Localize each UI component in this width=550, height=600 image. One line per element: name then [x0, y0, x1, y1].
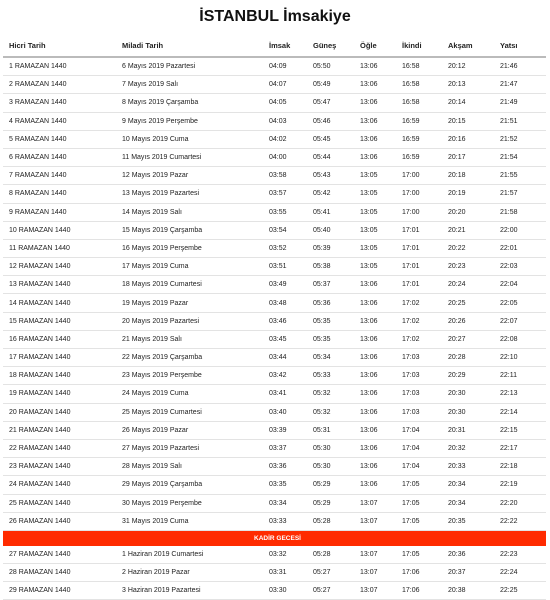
cell-imsak: 04:07: [263, 76, 307, 94]
cell-yatsi: 22:03: [494, 258, 546, 276]
cell-gunes: 05:35: [307, 312, 354, 330]
cell-miladi-tarih: 26 Mayıs 2019 Pazar: [116, 421, 263, 439]
table-row: [3, 94, 546, 112]
cell-miladi-tarih: 24 Mayıs 2019 Cuma: [116, 385, 263, 403]
table-row: [3, 546, 546, 564]
cell-ikindi: 17:01: [396, 239, 442, 257]
cell-aksam: 20:37: [442, 564, 494, 582]
cell-aksam: 20:34: [442, 476, 494, 494]
cell-miladi-tarih: 19 Mayıs 2019 Pazar: [116, 294, 263, 312]
cell-imsak: 03:55: [263, 203, 307, 221]
cell-hicri-tarih: 4 RAMAZAN 1440: [3, 112, 116, 130]
cell-imsak: 03:40: [263, 403, 307, 421]
cell-aksam: 20:33: [442, 458, 494, 476]
cell-ogle: 13:06: [354, 294, 396, 312]
cell-ogle: 13:06: [354, 312, 396, 330]
cell-ogle: 13:06: [354, 330, 396, 348]
cell-ikindi: 17:02: [396, 294, 442, 312]
cell-yatsi: 22:20: [494, 494, 546, 512]
cell-gunes: 05:38: [307, 258, 354, 276]
cell-yatsi: 22:23: [494, 546, 546, 564]
cell-aksam: 20:38: [442, 582, 494, 600]
cell-imsak: 03:33: [263, 512, 307, 530]
cell-gunes: 05:29: [307, 494, 354, 512]
page-title: İSTANBUL İmsakiye: [199, 8, 351, 25]
cell-hicri-tarih: 22 RAMAZAN 1440: [3, 439, 116, 457]
cell-ogle: 13:06: [354, 349, 396, 367]
cell-hicri-tarih: 12 RAMAZAN 1440: [3, 258, 116, 276]
cell-yatsi: 22:13: [494, 385, 546, 403]
cell-miladi-tarih: 14 Mayıs 2019 Salı: [116, 203, 263, 221]
cell-gunes: 05:44: [307, 148, 354, 166]
cell-hicri-tarih: 19 RAMAZAN 1440: [3, 385, 116, 403]
table-row: [3, 476, 546, 494]
table-row: [3, 512, 546, 530]
cell-miladi-tarih: 18 Mayıs 2019 Cumartesi: [116, 276, 263, 294]
cell-hicri-tarih: 6 RAMAZAN 1440: [3, 148, 116, 166]
cell-imsak: 03:48: [263, 294, 307, 312]
cell-gunes: 05:45: [307, 130, 354, 148]
cell-aksam: 20:20: [442, 203, 494, 221]
cell-yatsi: 22:04: [494, 276, 546, 294]
cell-gunes: 05:35: [307, 330, 354, 348]
cell-ikindi: 16:58: [396, 57, 442, 76]
cell-yatsi: 22:24: [494, 564, 546, 582]
cell-ogle: 13:06: [354, 276, 396, 294]
cell-imsak: 03:44: [263, 349, 307, 367]
cell-hicri-tarih: 25 RAMAZAN 1440: [3, 494, 116, 512]
table-row: [3, 385, 546, 403]
cell-gunes: 05:37: [307, 276, 354, 294]
cell-hicri-tarih: 1 RAMAZAN 1440: [3, 57, 116, 76]
cell-ikindi: 17:04: [396, 439, 442, 457]
cell-hicri-tarih: 29 RAMAZAN 1440: [3, 582, 116, 600]
cell-yatsi: 22:25: [494, 582, 546, 600]
cell-imsak: 03:36: [263, 458, 307, 476]
cell-imsak: 03:30: [263, 582, 307, 600]
cell-miladi-tarih: 27 Mayıs 2019 Pazartesi: [116, 439, 263, 457]
header-gunes: Güneş: [307, 34, 354, 57]
cell-gunes: 05:32: [307, 385, 354, 403]
cell-ogle: 13:05: [354, 185, 396, 203]
table-row: [3, 112, 546, 130]
table-row: [3, 185, 546, 203]
cell-hicri-tarih: 5 RAMAZAN 1440: [3, 130, 116, 148]
cell-hicri-tarih: 8 RAMAZAN 1440: [3, 185, 116, 203]
cell-ogle: 13:05: [354, 239, 396, 257]
cell-gunes: 05:29: [307, 476, 354, 494]
cell-yatsi: 22:18: [494, 458, 546, 476]
cell-hicri-tarih: 18 RAMAZAN 1440: [3, 367, 116, 385]
table-row: [3, 276, 546, 294]
cell-imsak: 03:31: [263, 564, 307, 582]
table-row: [3, 330, 546, 348]
cell-miladi-tarih: 31 Mayıs 2019 Cuma: [116, 512, 263, 530]
kadir-gecesi-label: KADİR GECESİ: [3, 530, 546, 546]
cell-hicri-tarih: 26 RAMAZAN 1440: [3, 512, 116, 530]
cell-miladi-tarih: 9 Mayıs 2019 Perşembe: [116, 112, 263, 130]
cell-gunes: 05:49: [307, 76, 354, 94]
kadir-gecesi-row: [3, 530, 546, 546]
cell-ogle: 13:06: [354, 421, 396, 439]
cell-aksam: 20:28: [442, 349, 494, 367]
table-row: [3, 294, 546, 312]
cell-yatsi: 22:11: [494, 367, 546, 385]
cell-ogle: 13:05: [354, 221, 396, 239]
cell-ogle: 13:06: [354, 130, 396, 148]
cell-ogle: 13:07: [354, 582, 396, 600]
cell-hicri-tarih: 3 RAMAZAN 1440: [3, 94, 116, 112]
cell-gunes: 05:27: [307, 564, 354, 582]
cell-hicri-tarih: 17 RAMAZAN 1440: [3, 349, 116, 367]
cell-hicri-tarih: 9 RAMAZAN 1440: [3, 203, 116, 221]
cell-imsak: 03:57: [263, 185, 307, 203]
cell-miladi-tarih: 7 Mayıs 2019 Salı: [116, 76, 263, 94]
cell-miladi-tarih: 22 Mayıs 2019 Çarşamba: [116, 349, 263, 367]
cell-aksam: 20:35: [442, 512, 494, 530]
table-row: [3, 582, 546, 600]
cell-ikindi: 17:03: [396, 367, 442, 385]
cell-imsak: 03:49: [263, 276, 307, 294]
cell-yatsi: 21:52: [494, 130, 546, 148]
cell-yatsi: 21:49: [494, 94, 546, 112]
cell-aksam: 20:23: [442, 258, 494, 276]
cell-ikindi: 17:06: [396, 564, 442, 582]
cell-ogle: 13:06: [354, 94, 396, 112]
cell-gunes: 05:39: [307, 239, 354, 257]
cell-imsak: 04:09: [263, 57, 307, 76]
cell-aksam: 20:14: [442, 94, 494, 112]
cell-hicri-tarih: 23 RAMAZAN 1440: [3, 458, 116, 476]
cell-hicri-tarih: 20 RAMAZAN 1440: [3, 403, 116, 421]
cell-gunes: 05:30: [307, 439, 354, 457]
cell-ikindi: 17:05: [396, 512, 442, 530]
cell-ogle: 13:06: [354, 57, 396, 76]
table-row: [3, 130, 546, 148]
cell-imsak: 03:42: [263, 367, 307, 385]
cell-ogle: 13:05: [354, 167, 396, 185]
cell-imsak: 03:46: [263, 312, 307, 330]
cell-yatsi: 22:00: [494, 221, 546, 239]
cell-gunes: 05:32: [307, 403, 354, 421]
cell-miladi-tarih: 2 Haziran 2019 Pazar: [116, 564, 263, 582]
cell-miladi-tarih: 8 Mayıs 2019 Çarşamba: [116, 94, 263, 112]
table-row: [3, 421, 546, 439]
cell-ikindi: 16:58: [396, 94, 442, 112]
cell-gunes: 05:41: [307, 203, 354, 221]
table-row: [3, 76, 546, 94]
cell-aksam: 20:21: [442, 221, 494, 239]
cell-miladi-tarih: 3 Haziran 2019 Pazartesi: [116, 582, 263, 600]
cell-miladi-tarih: 11 Mayıs 2019 Cumartesi: [116, 148, 263, 166]
cell-miladi-tarih: 12 Mayıs 2019 Pazar: [116, 167, 263, 185]
cell-hicri-tarih: 15 RAMAZAN 1440: [3, 312, 116, 330]
table-row: [3, 167, 546, 185]
cell-aksam: 20:30: [442, 403, 494, 421]
header-ikindi: İkindi: [396, 34, 442, 57]
table-header-row: [3, 34, 546, 57]
cell-ogle: 13:07: [354, 494, 396, 512]
cell-aksam: 20:25: [442, 294, 494, 312]
cell-aksam: 20:31: [442, 421, 494, 439]
cell-yatsi: 22:17: [494, 439, 546, 457]
table-row: [3, 349, 546, 367]
cell-ikindi: 17:03: [396, 403, 442, 421]
cell-ogle: 13:07: [354, 512, 396, 530]
cell-yatsi: 22:05: [494, 294, 546, 312]
cell-yatsi: 21:55: [494, 167, 546, 185]
cell-hicri-tarih: 28 RAMAZAN 1440: [3, 564, 116, 582]
cell-imsak: 03:52: [263, 239, 307, 257]
table-row: [3, 312, 546, 330]
cell-ikindi: 17:03: [396, 349, 442, 367]
cell-ogle: 13:06: [354, 439, 396, 457]
cell-aksam: 20:34: [442, 494, 494, 512]
cell-ogle: 13:06: [354, 385, 396, 403]
cell-aksam: 20:17: [442, 148, 494, 166]
cell-aksam: 20:30: [442, 385, 494, 403]
cell-miladi-tarih: 10 Mayıs 2019 Cuma: [116, 130, 263, 148]
table-row: [3, 564, 546, 582]
cell-hicri-tarih: 21 RAMAZAN 1440: [3, 421, 116, 439]
header-yatsi: Yatsı: [494, 34, 546, 57]
cell-yatsi: 21:47: [494, 76, 546, 94]
cell-gunes: 05:27: [307, 582, 354, 600]
cell-imsak: 03:45: [263, 330, 307, 348]
cell-yatsi: 22:07: [494, 312, 546, 330]
cell-ogle: 13:06: [354, 476, 396, 494]
table-body: [3, 57, 546, 600]
cell-ikindi: 17:04: [396, 458, 442, 476]
cell-gunes: 05:30: [307, 458, 354, 476]
cell-gunes: 05:50: [307, 57, 354, 76]
cell-gunes: 05:43: [307, 167, 354, 185]
table-row: [3, 439, 546, 457]
cell-miladi-tarih: 29 Mayıs 2019 Çarşamba: [116, 476, 263, 494]
cell-aksam: 20:12: [442, 57, 494, 76]
cell-ogle: 13:06: [354, 367, 396, 385]
cell-yatsi: 22:15: [494, 421, 546, 439]
cell-gunes: 05:42: [307, 185, 354, 203]
cell-yatsi: 22:19: [494, 476, 546, 494]
cell-aksam: 20:32: [442, 439, 494, 457]
cell-gunes: 05:33: [307, 367, 354, 385]
cell-yatsi: 22:22: [494, 512, 546, 530]
cell-ogle: 13:05: [354, 258, 396, 276]
table-row: [3, 203, 546, 221]
cell-aksam: 20:15: [442, 112, 494, 130]
cell-ikindi: 16:58: [396, 76, 442, 94]
table-row: [3, 258, 546, 276]
header-ogle: Öğle: [354, 34, 396, 57]
cell-ikindi: 17:00: [396, 185, 442, 203]
cell-hicri-tarih: 2 RAMAZAN 1440: [3, 76, 116, 94]
cell-ikindi: 17:02: [396, 312, 442, 330]
cell-ikindi: 17:05: [396, 546, 442, 564]
cell-miladi-tarih: 25 Mayıs 2019 Cumartesi: [116, 403, 263, 421]
cell-ikindi: 16:59: [396, 130, 442, 148]
cell-hicri-tarih: 11 RAMAZAN 1440: [3, 239, 116, 257]
cell-miladi-tarih: 6 Mayıs 2019 Pazartesi: [116, 57, 263, 76]
cell-aksam: 20:36: [442, 546, 494, 564]
cell-imsak: 04:05: [263, 94, 307, 112]
cell-imsak: 04:03: [263, 112, 307, 130]
cell-ikindi: 17:06: [396, 582, 442, 600]
cell-ogle: 13:07: [354, 564, 396, 582]
table-row: [3, 239, 546, 257]
cell-imsak: 03:34: [263, 494, 307, 512]
cell-gunes: 05:40: [307, 221, 354, 239]
cell-ikindi: 17:00: [396, 203, 442, 221]
cell-gunes: 05:31: [307, 421, 354, 439]
cell-miladi-tarih: 15 Mayıs 2019 Çarşamba: [116, 221, 263, 239]
cell-miladi-tarih: 28 Mayıs 2019 Salı: [116, 458, 263, 476]
cell-imsak: 04:00: [263, 148, 307, 166]
header-aksam: Akşam: [442, 34, 494, 57]
cell-ikindi: 17:01: [396, 258, 442, 276]
cell-gunes: 05:47: [307, 94, 354, 112]
cell-yatsi: 22:08: [494, 330, 546, 348]
header-imsak: İmsak: [263, 34, 307, 57]
cell-hicri-tarih: 24 RAMAZAN 1440: [3, 476, 116, 494]
cell-aksam: 20:16: [442, 130, 494, 148]
cell-ogle: 13:06: [354, 403, 396, 421]
table-row: [3, 221, 546, 239]
cell-aksam: 20:22: [442, 239, 494, 257]
cell-hicri-tarih: 16 RAMAZAN 1440: [3, 330, 116, 348]
cell-gunes: 05:46: [307, 112, 354, 130]
cell-ikindi: 17:05: [396, 476, 442, 494]
cell-gunes: 05:28: [307, 546, 354, 564]
cell-ikindi: 17:05: [396, 494, 442, 512]
cell-ikindi: 17:00: [396, 167, 442, 185]
cell-imsak: 03:32: [263, 546, 307, 564]
cell-aksam: 20:18: [442, 167, 494, 185]
cell-ikindi: 17:01: [396, 221, 442, 239]
cell-miladi-tarih: 30 Mayıs 2019 Perşembe: [116, 494, 263, 512]
cell-aksam: 20:27: [442, 330, 494, 348]
cell-imsak: 03:54: [263, 221, 307, 239]
cell-hicri-tarih: 10 RAMAZAN 1440: [3, 221, 116, 239]
cell-miladi-tarih: 13 Mayıs 2019 Pazartesi: [116, 185, 263, 203]
cell-imsak: 03:41: [263, 385, 307, 403]
cell-yatsi: 22:01: [494, 239, 546, 257]
cell-imsak: 03:37: [263, 439, 307, 457]
cell-yatsi: 21:57: [494, 185, 546, 203]
cell-imsak: 03:39: [263, 421, 307, 439]
cell-aksam: 20:24: [442, 276, 494, 294]
table-row: [3, 367, 546, 385]
cell-ogle: 13:06: [354, 458, 396, 476]
cell-ikindi: 17:01: [396, 276, 442, 294]
cell-ikindi: 16:59: [396, 112, 442, 130]
cell-miladi-tarih: 20 Mayıs 2019 Pazartesi: [116, 312, 263, 330]
cell-miladi-tarih: 16 Mayıs 2019 Perşembe: [116, 239, 263, 257]
cell-ogle: 13:06: [354, 76, 396, 94]
table-row: [3, 403, 546, 421]
cell-ikindi: 17:04: [396, 421, 442, 439]
cell-gunes: 05:34: [307, 349, 354, 367]
cell-imsak: 03:51: [263, 258, 307, 276]
cell-miladi-tarih: 23 Mayıs 2019 Perşembe: [116, 367, 263, 385]
cell-hicri-tarih: 13 RAMAZAN 1440: [3, 276, 116, 294]
cell-hicri-tarih: 14 RAMAZAN 1440: [3, 294, 116, 312]
header-miladi-tarih: Miladi Tarih: [116, 34, 263, 57]
cell-ikindi: 17:03: [396, 385, 442, 403]
cell-miladi-tarih: 21 Mayıs 2019 Salı: [116, 330, 263, 348]
table-row: [3, 494, 546, 512]
imsakiye-table: [3, 34, 546, 600]
cell-miladi-tarih: 1 Haziran 2019 Cumartesi: [116, 546, 263, 564]
cell-aksam: 20:19: [442, 185, 494, 203]
cell-yatsi: 21:46: [494, 57, 546, 76]
cell-yatsi: 21:51: [494, 112, 546, 130]
cell-hicri-tarih: 7 RAMAZAN 1440: [3, 167, 116, 185]
cell-imsak: 03:35: [263, 476, 307, 494]
cell-aksam: 20:13: [442, 76, 494, 94]
table-row: [3, 148, 546, 166]
cell-yatsi: 22:14: [494, 403, 546, 421]
table-row: [3, 57, 546, 76]
table-row: [3, 458, 546, 476]
cell-aksam: 20:29: [442, 367, 494, 385]
cell-gunes: 05:36: [307, 294, 354, 312]
header-hicri-tarih: Hicri Tarih: [3, 34, 116, 57]
cell-aksam: 20:26: [442, 312, 494, 330]
cell-ikindi: 16:59: [396, 148, 442, 166]
cell-yatsi: 21:58: [494, 203, 546, 221]
cell-ogle: 13:06: [354, 112, 396, 130]
cell-ogle: 13:07: [354, 546, 396, 564]
cell-ogle: 13:06: [354, 148, 396, 166]
cell-hicri-tarih: 27 RAMAZAN 1440: [3, 546, 116, 564]
cell-ikindi: 17:02: [396, 330, 442, 348]
cell-imsak: 04:02: [263, 130, 307, 148]
cell-gunes: 05:28: [307, 512, 354, 530]
cell-ogle: 13:05: [354, 203, 396, 221]
cell-yatsi: 21:54: [494, 148, 546, 166]
cell-yatsi: 22:10: [494, 349, 546, 367]
cell-imsak: 03:58: [263, 167, 307, 185]
cell-miladi-tarih: 17 Mayıs 2019 Cuma: [116, 258, 263, 276]
